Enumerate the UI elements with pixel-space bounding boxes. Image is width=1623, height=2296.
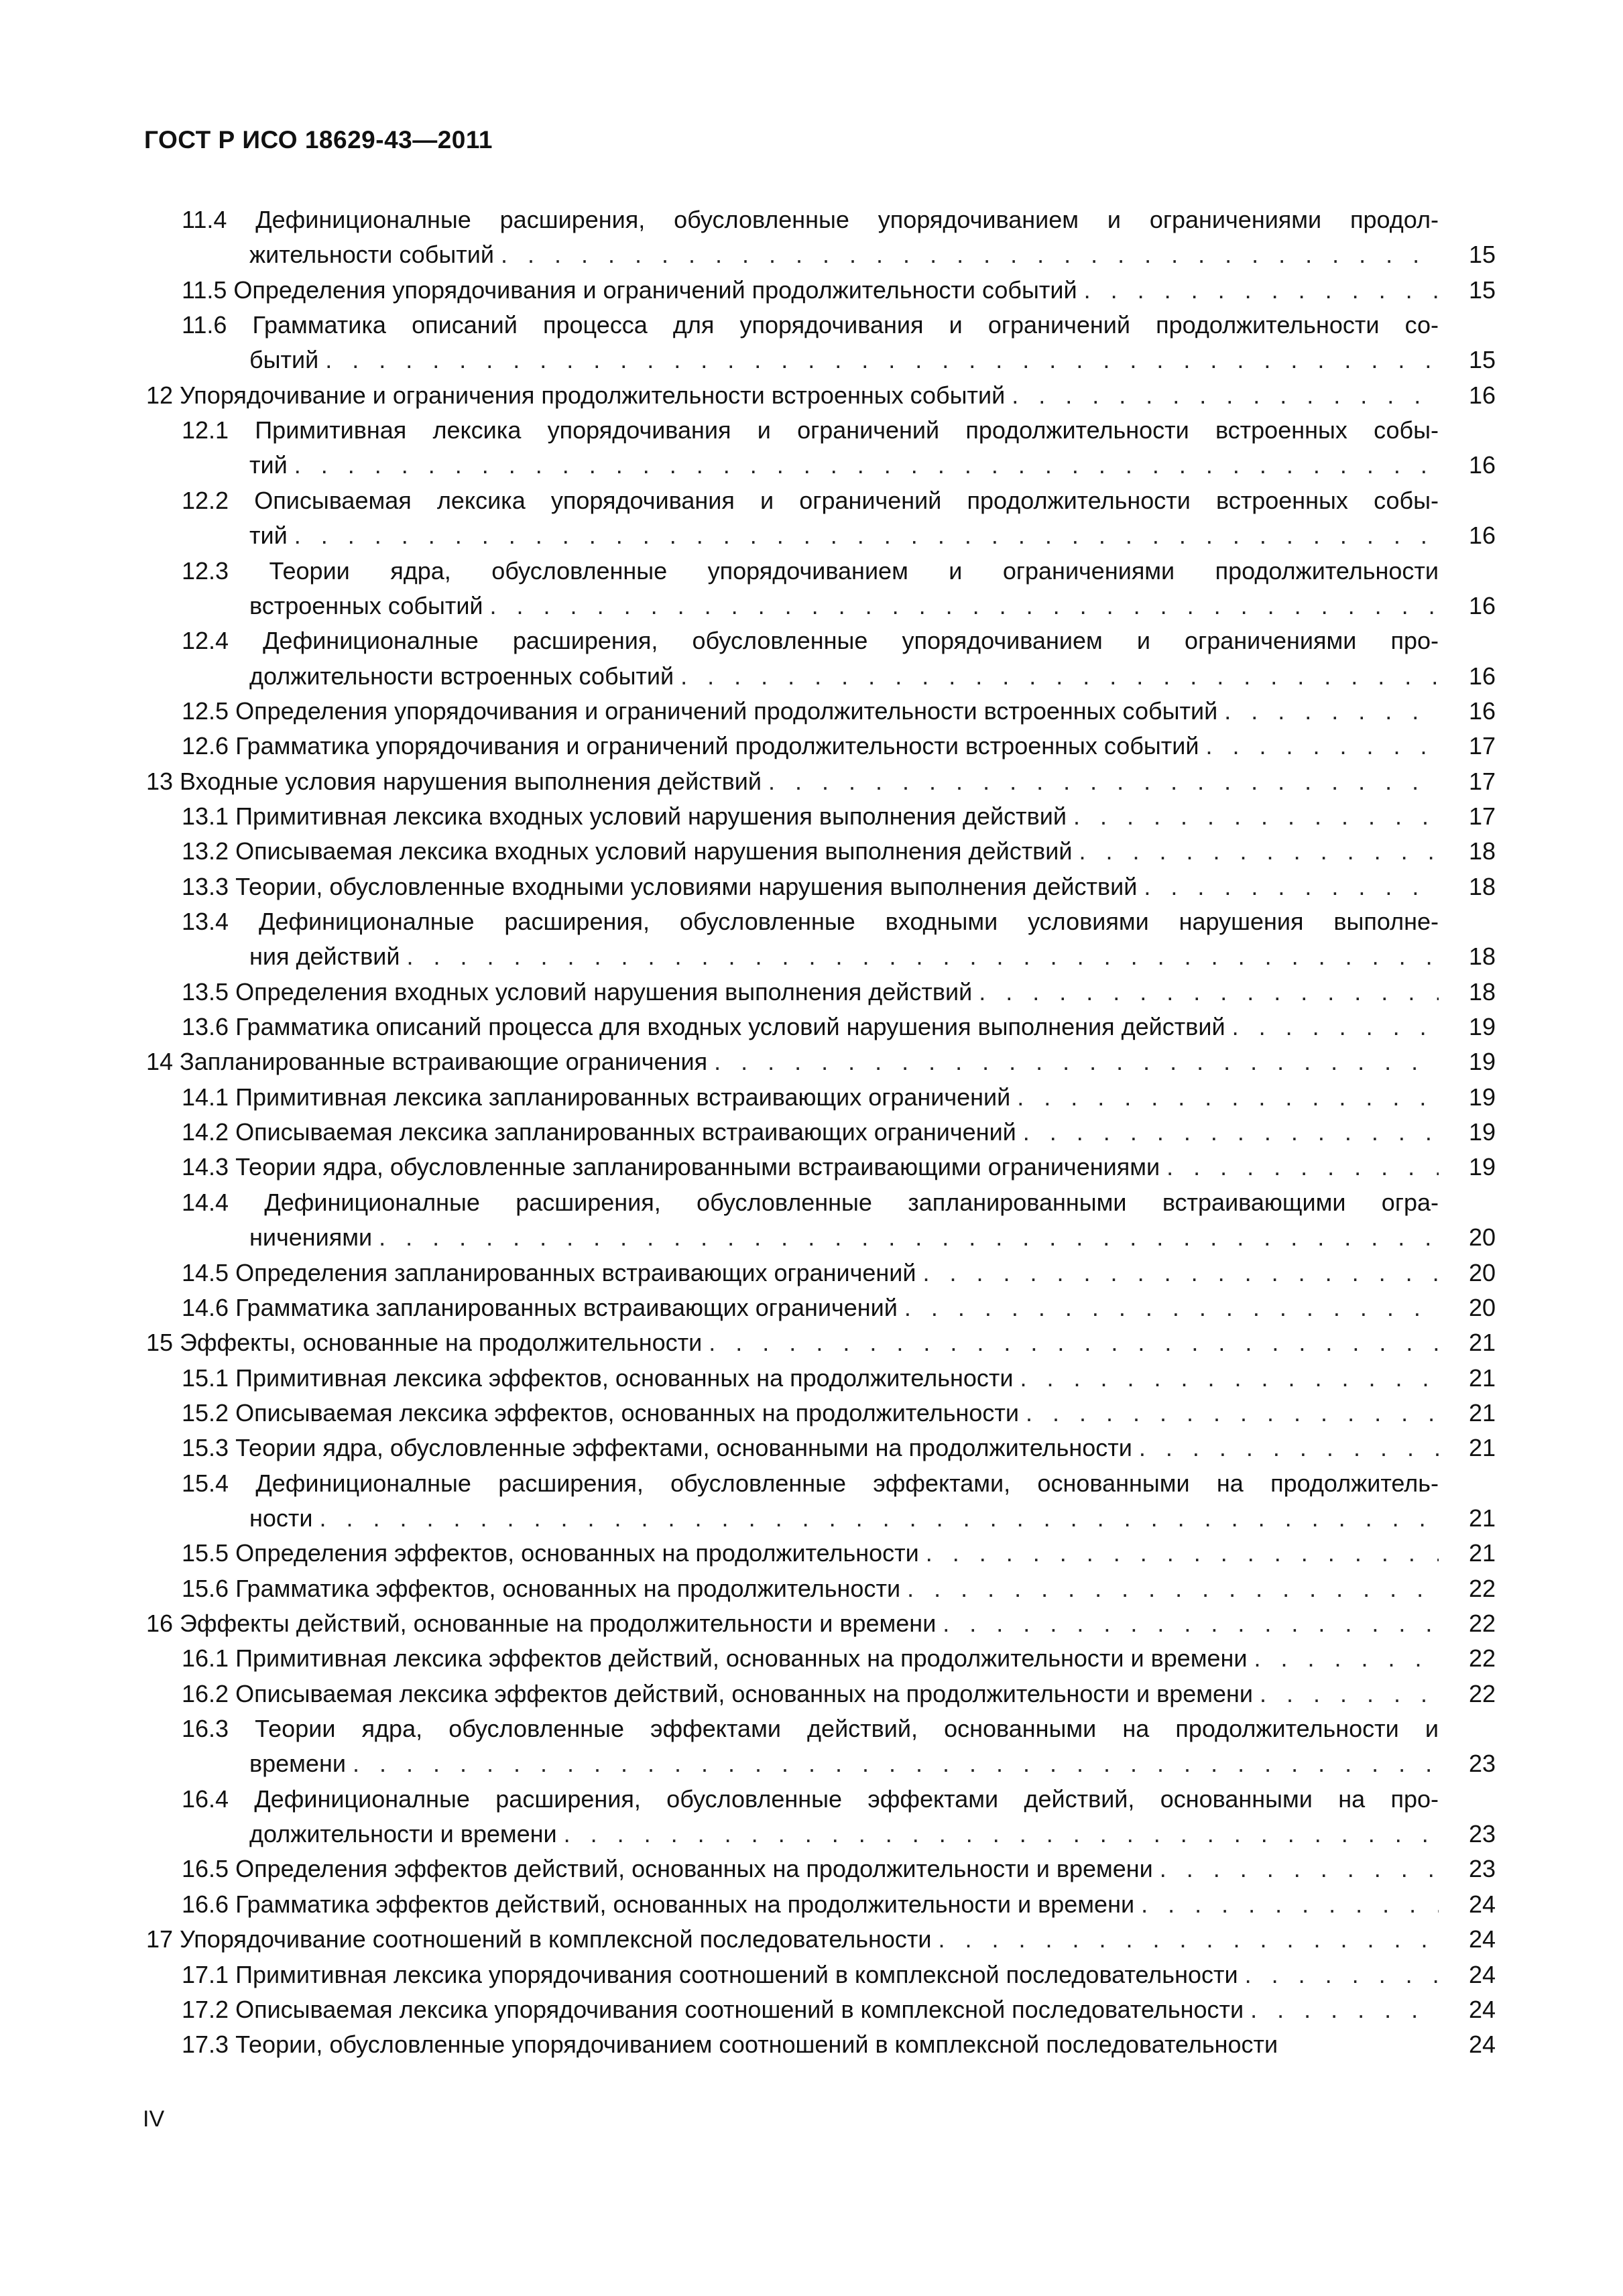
toc-page-number: 21 bbox=[1468, 1434, 1496, 1462]
toc-page-number: 24 bbox=[1468, 2031, 1496, 2059]
toc-section[interactable] bbox=[0, 1606, 1623, 1641]
toc-page-number: 21 bbox=[1468, 1398, 1496, 1427]
toc-subsection[interactable] bbox=[0, 1361, 1623, 1396]
toc-entry-text: 14.4 Дефиниционалные расширения, обусловленные запланированными встраивающими огра- bbox=[182, 1188, 1439, 1216]
toc-page-number: 17 bbox=[1468, 732, 1496, 760]
toc-subsection[interactable] bbox=[0, 834, 1623, 869]
dot-leader bbox=[714, 1044, 1439, 1079]
toc-subsection[interactable] bbox=[0, 1466, 1623, 1536]
toc-page-number: 19 bbox=[1468, 1118, 1496, 1146]
dot-leader bbox=[1260, 1677, 1439, 1711]
toc-page-number: 18 bbox=[1468, 837, 1496, 865]
toc-subsection[interactable] bbox=[0, 1150, 1623, 1185]
toc-subsection[interactable] bbox=[0, 1957, 1623, 1992]
dot-leader bbox=[501, 237, 1439, 272]
toc-page-number: 17 bbox=[1468, 767, 1496, 795]
toc-page-number: 18 bbox=[1468, 977, 1496, 1006]
toc-entry-text: 12.5 Определения упорядочивания и ограничений продолжительности встроенных событий bbox=[182, 697, 1218, 725]
dot-leader bbox=[379, 1220, 1439, 1255]
dot-leader bbox=[680, 659, 1439, 694]
toc-entry-text: 15 Эффекты, основанные на продолжительности bbox=[146, 1329, 703, 1357]
toc-entry-text: 17.2 Описываемая лексика упорядочивания соотношений в комплексной последовательности bbox=[182, 1995, 1244, 2023]
toc-page-number: 21 bbox=[1468, 1504, 1496, 1532]
toc-page-number: 24 bbox=[1468, 1925, 1496, 1953]
toc-subsection[interactable] bbox=[0, 1887, 1623, 1922]
dot-leader bbox=[943, 1606, 1439, 1641]
dot-leader bbox=[490, 589, 1439, 623]
toc-entry-text: тий bbox=[249, 451, 288, 479]
toc-page-number: 20 bbox=[1468, 1258, 1496, 1286]
toc-page-number: 16 bbox=[1468, 451, 1496, 479]
dot-leader bbox=[320, 1501, 1439, 1536]
toc-page-number: 15 bbox=[1468, 241, 1496, 269]
toc-subsection[interactable] bbox=[0, 799, 1623, 834]
dot-leader bbox=[1160, 1852, 1439, 1886]
toc-page-number: 16 bbox=[1468, 381, 1496, 409]
dot-leader bbox=[564, 1817, 1439, 1852]
toc-page-number: 23 bbox=[1468, 1855, 1496, 1883]
toc-subsection[interactable] bbox=[0, 202, 1623, 273]
toc-section[interactable] bbox=[0, 378, 1623, 413]
dot-leader bbox=[325, 343, 1439, 377]
toc-page-number: 22 bbox=[1468, 1644, 1496, 1673]
toc-subsection[interactable] bbox=[0, 2027, 1623, 2062]
toc-page-number: 18 bbox=[1468, 943, 1496, 971]
toc-page-number: 19 bbox=[1468, 1083, 1496, 1111]
toc-subsection[interactable] bbox=[0, 1256, 1623, 1290]
toc-entry-text: 14 Запланированные встраивающие ограничения bbox=[146, 1048, 708, 1076]
toc-page-number: 19 bbox=[1468, 1013, 1496, 1041]
toc-page-number: 16 bbox=[1468, 662, 1496, 690]
toc-entry-text: 14.2 Описываемая лексика запланированных встраивающих ограничений bbox=[182, 1118, 1016, 1146]
toc-section[interactable] bbox=[0, 1325, 1623, 1360]
toc-entry-text: 13.3 Теории, обусловленные входными условиями нарушения выполнения действий bbox=[182, 872, 1138, 900]
dot-leader bbox=[1012, 378, 1439, 413]
toc-entry-text: 12.4 Дефиниционалные расширения, обусловленные упорядочиванием и ограничениями про- bbox=[182, 627, 1439, 655]
toc-entry-text: 16.6 Грамматика эффектов действий, основанных на продолжительности и времени bbox=[182, 1890, 1135, 1918]
dot-leader bbox=[1020, 1361, 1439, 1396]
toc-entry-text: 17 Упорядочивание соотношений в комплексной последовательности bbox=[146, 1925, 932, 1953]
toc-page-number: 16 bbox=[1468, 522, 1496, 550]
toc-page-number: 22 bbox=[1468, 1574, 1496, 1602]
dot-leader bbox=[1023, 1115, 1439, 1150]
dot-leader bbox=[923, 1256, 1439, 1290]
toc-entry-text: 13.2 Описываемая лексика входных условий нарушения выполнения действий bbox=[182, 837, 1073, 865]
dot-leader bbox=[926, 1536, 1439, 1571]
toc-entry-text: 17.1 Примитивная лексика упорядочивания соотношений в комплексной последовательности bbox=[182, 1960, 1238, 1988]
dot-leader bbox=[353, 1746, 1439, 1781]
dot-leader bbox=[1073, 799, 1439, 834]
dot-leader bbox=[1084, 273, 1439, 308]
toc-entry-text: 16.3 Теории ядра, обусловленные эффектами действий, основанными на продолжительности и bbox=[182, 1715, 1439, 1743]
toc-subsection[interactable] bbox=[0, 413, 1623, 483]
toc-page-number: 20 bbox=[1468, 1223, 1496, 1252]
toc-subsection[interactable] bbox=[0, 869, 1623, 904]
toc-entry-text: 13 Входные условия нарушения выполнения действий bbox=[146, 767, 762, 795]
toc-entry-text: 14.6 Грамматика запланированных встраивающих ограничений bbox=[182, 1293, 898, 1321]
toc-page-number: 22 bbox=[1468, 1610, 1496, 1637]
toc-entry-text: времени bbox=[249, 1750, 346, 1778]
toc-subsection[interactable] bbox=[0, 1080, 1623, 1115]
toc-entry-text: бытий bbox=[249, 346, 319, 374]
toc-page-number: 24 bbox=[1468, 1995, 1496, 2023]
toc-subsection[interactable] bbox=[0, 623, 1623, 694]
toc-page-number: 19 bbox=[1468, 1048, 1496, 1076]
toc-subsection[interactable] bbox=[0, 1290, 1623, 1325]
toc-entry-text: 12.6 Грамматика упорядочивания и ограничений продолжительности встроенных событий bbox=[182, 732, 1199, 760]
toc-subsection[interactable] bbox=[0, 1431, 1623, 1465]
dot-leader bbox=[1026, 1396, 1439, 1431]
toc-entry-text: 11.6 Грамматика описаний процесса для упорядочивания и ограничений продолжительности со- bbox=[182, 311, 1439, 339]
toc-entry-text: 13.5 Определения входных условий нарушения выполнения действий bbox=[182, 977, 973, 1006]
toc-entry-text: 11.4 Дефиниционалные расширения, обусловленные упорядочиванием и ограничениями продол- bbox=[182, 206, 1439, 233]
toc-subsection[interactable] bbox=[0, 904, 1623, 975]
dot-leader bbox=[1166, 1150, 1439, 1185]
toc-subsection[interactable] bbox=[0, 1782, 1623, 1852]
toc-section[interactable] bbox=[0, 764, 1623, 799]
toc-page-number: 23 bbox=[1468, 1750, 1496, 1778]
toc-page-number: 16 bbox=[1468, 591, 1496, 619]
toc-subsection[interactable] bbox=[0, 1536, 1623, 1571]
toc-page-number: 21 bbox=[1468, 1364, 1496, 1392]
dot-leader bbox=[904, 1290, 1439, 1325]
toc-page-number: 23 bbox=[1468, 1820, 1496, 1848]
toc-entry-text: 16.1 Примитивная лексика эффектов действий, основанных на продолжительности и времени bbox=[182, 1644, 1248, 1673]
toc-section[interactable] bbox=[0, 1922, 1623, 1957]
toc-entry-text: ности bbox=[249, 1504, 313, 1532]
dot-leader bbox=[1250, 1992, 1439, 2027]
dot-leader bbox=[1232, 1010, 1439, 1044]
toc-subsection[interactable] bbox=[0, 1010, 1623, 1044]
toc-page-number: 19 bbox=[1468, 1153, 1496, 1181]
toc-page-number: 18 bbox=[1468, 872, 1496, 900]
toc-entry-text: жительности событий bbox=[249, 241, 494, 269]
dot-leader bbox=[1017, 1080, 1439, 1115]
toc-entry-text: 15.1 Примитивная лексика эффектов, основанных на продолжительности bbox=[182, 1364, 1014, 1392]
toc-subsection[interactable] bbox=[0, 1396, 1623, 1431]
toc-entry-text: 15.6 Грамматика эффектов, основанных на продолжительности bbox=[182, 1574, 901, 1602]
dot-leader bbox=[979, 975, 1439, 1010]
dot-leader bbox=[1206, 729, 1439, 764]
toc-entry-text: 13.1 Примитивная лексика входных условий нарушения выполнения действий bbox=[182, 802, 1067, 830]
toc-entry-text: 16 Эффекты действий, основанные на продолжительности и времени bbox=[146, 1610, 937, 1637]
toc-entry-text: должительности и времени bbox=[249, 1820, 557, 1848]
dot-leader bbox=[768, 764, 1439, 799]
toc-subsection[interactable] bbox=[0, 1185, 1623, 1256]
toc-subsection[interactable] bbox=[0, 975, 1623, 1010]
toc-entry-text: 13.4 Дефиниционалные расширения, обусловленные входными условиями нарушения выполне- bbox=[182, 908, 1439, 935]
toc-entry-text: 11.5 Определения упорядочивания и ограничений продолжительности событий bbox=[182, 276, 1077, 304]
toc-subsection[interactable] bbox=[0, 1992, 1623, 2027]
dot-leader bbox=[294, 448, 1439, 483]
toc-page-number: 15 bbox=[1468, 276, 1496, 304]
toc-entry-text: 16.2 Описываемая лексика эффектов действий, основанных на продолжительности и времени bbox=[182, 1679, 1254, 1707]
toc-page-number: 22 bbox=[1468, 1679, 1496, 1707]
toc-entry-text: тий bbox=[249, 522, 288, 550]
toc-section[interactable] bbox=[0, 1044, 1623, 1079]
toc-entry-text: встроенных событий bbox=[249, 591, 483, 619]
dot-leader bbox=[938, 1922, 1439, 1957]
dot-leader bbox=[709, 1325, 1439, 1360]
toc-page-number: 15 bbox=[1468, 346, 1496, 374]
toc-subsection[interactable] bbox=[0, 1571, 1623, 1606]
toc-page-number: 21 bbox=[1468, 1539, 1496, 1567]
dot-leader bbox=[1144, 869, 1439, 904]
toc-page-number: 16 bbox=[1468, 697, 1496, 725]
toc-entry-text: 12 Упорядочивание и ограничения продолжительности встроенных событий bbox=[146, 381, 1006, 409]
toc-subsection[interactable] bbox=[0, 1115, 1623, 1150]
toc-subsection[interactable] bbox=[0, 1641, 1623, 1676]
toc-subsection[interactable] bbox=[0, 554, 1623, 624]
toc-entry-text: должительности встроенных событий bbox=[249, 662, 674, 690]
toc-page-number: 20 bbox=[1468, 1293, 1496, 1321]
toc-subsection[interactable] bbox=[0, 308, 1623, 378]
toc-entry-text: 12.1 Примитивная лексика упорядочивания и ограничений продолжительности встроенных собы- bbox=[182, 416, 1439, 444]
toc-entry-text: ничениями bbox=[249, 1223, 373, 1252]
toc-entry-text: 13.6 Грамматика описаний процесса для входных условий нарушения выполнения действий bbox=[182, 1013, 1225, 1041]
toc-entry-text: ния действий bbox=[249, 943, 400, 971]
toc-entry-text: 12.2 Описываемая лексика упорядочивания и ограничений продолжительности встроенных собы- bbox=[182, 486, 1439, 514]
toc-subsection[interactable] bbox=[0, 1852, 1623, 1886]
dot-leader bbox=[1254, 1641, 1439, 1676]
toc-subsection[interactable] bbox=[0, 1711, 1623, 1782]
document-header: ГОСТ Р ИСО 18629-43—2011 bbox=[144, 126, 493, 154]
toc-entry-text: 16.4 Дефиниционалные расширения, обусловленные эффектами действий, основанными на про- bbox=[182, 1785, 1439, 1813]
toc-page-number: 24 bbox=[1468, 1960, 1496, 1988]
toc-entry-text: 14.3 Теории ядра, обусловленные запланированными встраивающими ограничениями bbox=[182, 1153, 1160, 1181]
toc-subsection[interactable] bbox=[0, 273, 1623, 308]
dot-leader bbox=[294, 518, 1439, 553]
toc-subsection[interactable] bbox=[0, 1677, 1623, 1711]
toc-entry-text: 14.5 Определения запланированных встраивающих ограничений bbox=[182, 1258, 916, 1286]
toc-subsection[interactable] bbox=[0, 694, 1623, 729]
toc-subsection[interactable] bbox=[0, 483, 1623, 554]
dot-leader bbox=[1245, 1957, 1439, 1992]
dot-leader bbox=[1224, 694, 1439, 729]
toc-subsection[interactable] bbox=[0, 729, 1623, 764]
toc-page-number: 24 bbox=[1468, 1890, 1496, 1918]
toc-entry-text: 12.3 Теории ядра, обусловленные упорядочиванием и ограничениями продолжительности bbox=[182, 556, 1439, 585]
page-number: IV bbox=[143, 2106, 165, 2132]
toc-entry-text: 16.5 Определения эффектов действий, основанных на продолжительности и времени bbox=[182, 1855, 1153, 1883]
toc-entry-text: 15.3 Теории ядра, обусловленные эффектами, основанными на продолжительности bbox=[182, 1434, 1132, 1462]
toc-entry-text: 15.5 Определения эффектов, основанных на продолжительности bbox=[182, 1539, 919, 1567]
dot-leader bbox=[1079, 834, 1439, 869]
dot-leader bbox=[1139, 1431, 1439, 1465]
dot-leader bbox=[1141, 1887, 1439, 1922]
toc-entry-text: 15.4 Дефиниционалные расширения, обусловленные эффектами, основанными на продолжитель- bbox=[182, 1469, 1439, 1497]
toc-entry-text: 17.3 Теории, обусловленные упорядочиванием соотношений в комплексной последовательности bbox=[182, 2031, 1278, 2059]
toc-entry-text: 14.1 Примитивная лексика запланированных встраивающих ограничений bbox=[182, 1083, 1011, 1111]
dot-leader bbox=[907, 1571, 1439, 1606]
toc-page-number: 17 bbox=[1468, 802, 1496, 830]
dot-leader bbox=[406, 939, 1439, 974]
toc-entry-text: 15.2 Описываемая лексика эффектов, основанных на продолжительности bbox=[182, 1398, 1020, 1427]
toc-page-number: 21 bbox=[1468, 1329, 1496, 1357]
